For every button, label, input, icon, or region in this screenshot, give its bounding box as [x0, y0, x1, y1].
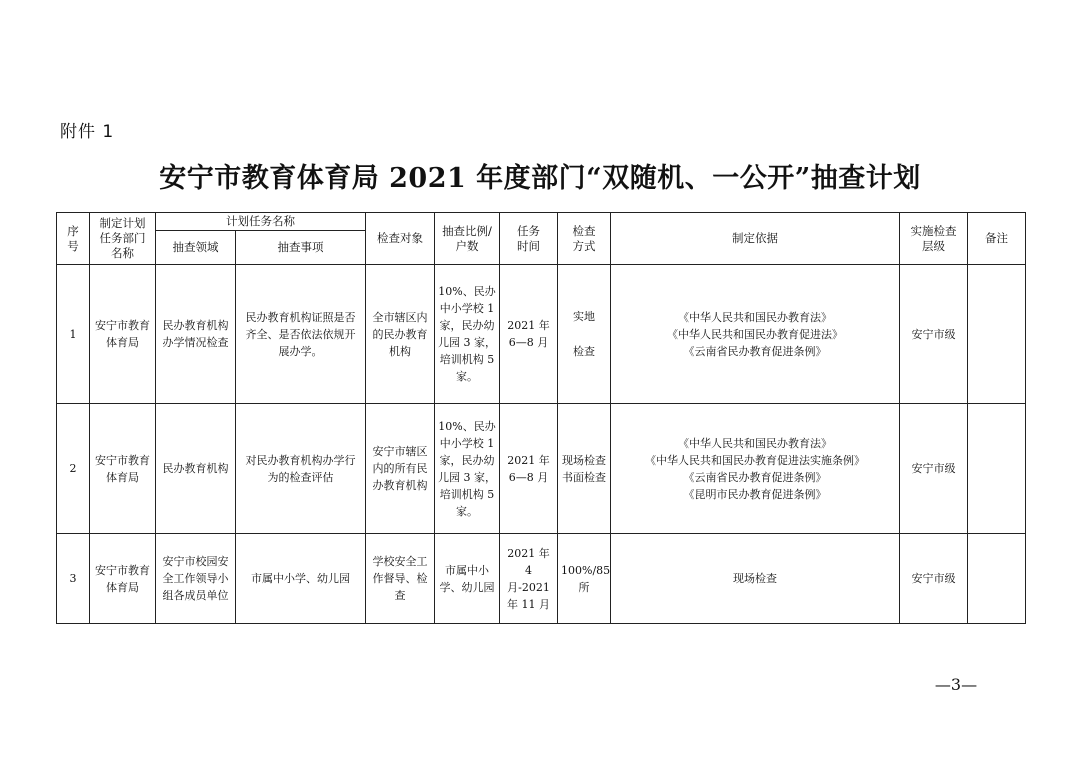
cell-remark: [968, 404, 1026, 534]
cell-item: 民办教育机构证照是否齐全、是否依法依规开展办学。: [236, 265, 366, 404]
header-basis: 制定依据: [611, 213, 900, 265]
table-row: [57, 265, 1026, 404]
cell-basis: [611, 534, 900, 624]
cell-target: 安宁市辖区内的所有民办教育机构: [366, 404, 435, 534]
cell-ratio: 市属中小学、幼儿园: [435, 534, 500, 624]
cell-time: 2021 年 6—8 月: [500, 265, 558, 404]
basis-line: 《中华人民共和国民办教育法》: [678, 436, 832, 450]
cell-level: 安宁市级: [900, 404, 968, 534]
cell-time: 2021 年 4 月-2021 年 11 月: [500, 534, 558, 624]
header-ratio: 抽查比例/户数: [435, 213, 500, 265]
cell-dept: 安宁市教育体育局: [90, 265, 156, 404]
cell-basis: [611, 265, 900, 404]
header-dept: 制定计划任务部门名称: [90, 213, 156, 265]
cell-level: 安宁市级: [900, 265, 968, 404]
header-method: 检查方式: [558, 213, 611, 265]
cell-target: 学校安全工作督导、检查: [366, 534, 435, 624]
table-row: [57, 404, 1026, 534]
cell-remark: [968, 534, 1026, 624]
cell-basis: [611, 404, 900, 534]
cell-seq: 1: [57, 265, 90, 404]
cell-remark: [968, 265, 1026, 404]
header-task-group: 计划任务名称: [156, 213, 366, 231]
cell-item: 市属中小学、幼儿园: [236, 534, 366, 624]
header-time: 任务时间: [500, 213, 558, 265]
cell-field: 安宁市校园安全工作领导小组各成员单位: [156, 534, 236, 624]
header-remark: 备注: [968, 213, 1026, 265]
cell-method: [558, 265, 611, 404]
basis-line: 《中华人民共和国民办教育法》: [678, 310, 832, 324]
basis-line: 《中华人民共和国民办教育促进法实施条例》: [645, 453, 865, 467]
document-title: 安宁市教育体育局 2021 年度部门“双随机、一公开”抽查计划: [159, 163, 921, 194]
cell-dept: 安宁市教育体育局: [90, 534, 156, 624]
cell-seq: 2: [57, 404, 90, 534]
header-seq: 序号: [57, 213, 90, 265]
cell-ratio: 10%、民办中小学校 1 家，民办幼儿园 3 家，培训机构 5 家。: [435, 265, 500, 404]
method-line: 实地: [573, 310, 595, 323]
cell-method: 现场检查书面检查: [558, 404, 611, 534]
method-line: 检查: [573, 345, 595, 358]
table-row: [57, 534, 1026, 624]
cell-seq: 3: [57, 534, 90, 624]
cell-level: 安宁市级: [900, 534, 968, 624]
cell-dept: 安宁市教育体育局: [90, 404, 156, 534]
cell-target: 全市辖区内的民办教育机构: [366, 265, 435, 404]
cell-field: 民办教育机构办学情况检查: [156, 265, 236, 404]
cell-item: 对民办教育机构办学行为的检查评估: [236, 404, 366, 534]
header-level: 实施检查层级: [900, 213, 968, 265]
inspection-plan-table: [56, 212, 1026, 624]
basis-line: 《昆明市民办教育促进条例》: [683, 487, 827, 501]
cell-ratio: 10%、民办中小学校 1 家，民办幼儿园 3 家，培训机构 5 家。: [435, 404, 500, 534]
header-field: 抽查领域: [156, 231, 236, 265]
header-target: 检查对象: [366, 213, 435, 265]
cell-field: 民办教育机构: [156, 404, 236, 534]
page-number: —3—: [934, 675, 978, 694]
header-item: 抽查事项: [236, 231, 366, 265]
cell-method: 100%/85 所: [558, 534, 611, 624]
basis-line: 现场检查: [733, 572, 777, 585]
cell-time: 2021 年 6—8 月: [500, 404, 558, 534]
basis-line: 《中华人民共和国民办教育促进法》: [667, 327, 843, 341]
basis-line: 《云南省民办教育促进条例》: [683, 470, 827, 484]
basis-line: 《云南省民办教育促进条例》: [683, 344, 827, 358]
attachment-label: 附件 1: [60, 122, 115, 142]
